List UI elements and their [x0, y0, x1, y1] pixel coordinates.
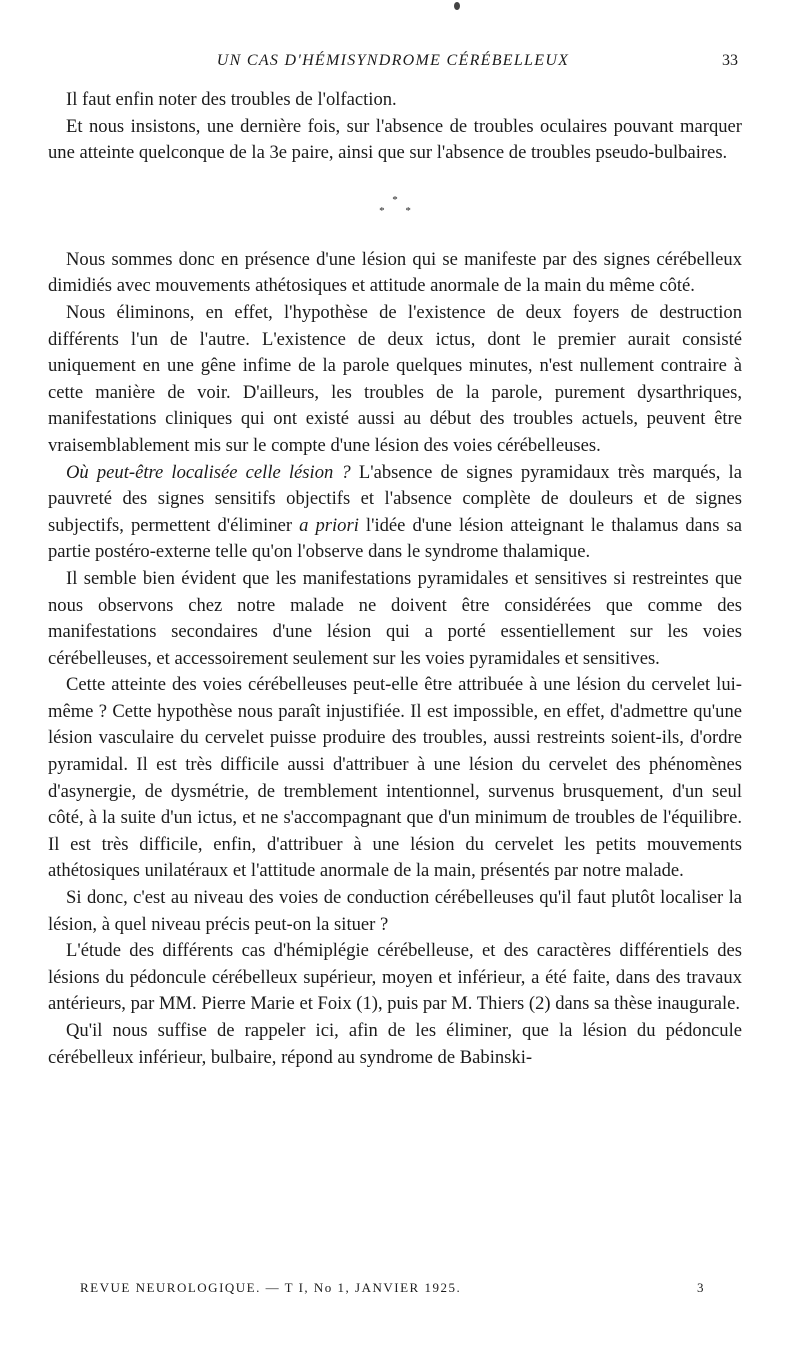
journal-citation: REVUE NEUROLOGIQUE. — T I, No 1, JANVIER 1925. — [80, 1280, 462, 1295]
paragraph: L'étude des différents cas d'hémiplégie cérébelleuse, et des caractères différentiels des lésions du pédoncule cérébelleux supérieur, moyen et inférieur, a été faite, dans des travaux antérieurs, par MM. Pierre Marie et Foix (1), puis par M. Thiers (2) dans sa thèse inaugurale. — [48, 940, 742, 1015]
signature-mark: 3 — [697, 1280, 705, 1295]
paragraph: Cette atteinte des voies cérébelleuses peut-elle être attribuée à une lésion du cervelet lui-même ? Cette hypothèse nous paraît injustifiée. Il est impossible, en effet, d'admettre qu'une lésion vasculaire du cervelet puisse produire des troubles, aussi restreints soient-ils, d'ordre pyramidal. Il est très difficile aussi d'attribuer à une lésion du cervelet des phénomènes d'asynergie, de dysmétrie, de tremblement intentionnel, survenus brusquement, d'un seul côté, à la suite d'un ictus, et ne s'accompagnant que d'un minimum de troubles de l'équilibre. Il est très difficile, enfin, d'attribuer à une lésion du cervelet les petits mouvements athétosiques unilatéraux et l'attitude anormale de la main, présentés par notre malade. — [48, 674, 742, 882]
page-footer — [80, 1280, 705, 1296]
asterism-top: * — [392, 193, 398, 206]
italic-phrase: a priori — [299, 514, 359, 536]
paragraph: Et nous insistons, une dernière fois, sur l'absence de troubles oculaires pouvant marquer une atteinte quelconque de la 3e paire, ainsi que sur l'absence de troubles pseudo-bulbaires. — [48, 115, 742, 164]
body-text — [48, 87, 742, 1071]
paragraph: Nous éliminons, en effet, l'hypothèse de l'existence de deux foyers de destruction différents l'un de l'autre. L'existence de deux ictus, dont le premier aurait consisté uniquement en une gêne infime de la parole quelques minutes, n'est nullement contraire à cette manière de voir. D'ailleurs, les troubles de la parole, purement dysarthriques, manifestations cliniques qui ont existé aussi au début des troubles actuels, peuvent être vraisemblablement mis sur le compte d'une lésion des voies cérébelleuses. — [48, 301, 742, 456]
running-title: UN CAS D'HÉMISYNDROME CÉRÉBELLEUX — [216, 52, 570, 69]
page-number: 33 — [722, 52, 738, 69]
running-header — [48, 52, 738, 70]
paragraph-text: l'idée d'une lésion atteignant le thalamus dans sa partie postéro-externe telle qu'on l'observe dans le syndrome thalamique. — [48, 514, 742, 563]
asterism-bottom: * * — [379, 204, 420, 217]
ink-speck — [454, 2, 460, 10]
paragraph: Qu'il nous suffise de rappeler ici, afin de les éliminer, que la lésion du pédoncule cérébelleux inférieur, bulbaire, répond au syndrome de Babinski- — [48, 1020, 742, 1068]
paragraph: Si donc, c'est au niveau des voies de conduction cérébelleuses qu'il faut plutôt localiser la lésion, à quel niveau précis peut-on la situer ? — [48, 887, 742, 935]
paragraph: Nous sommes donc en présence d'une lésion qui se manifeste par des signes cérébelleux dimidiés avec mouvements athétosiques et attitude anormale de la main du même côté. — [48, 248, 742, 297]
italic-question: Où peut-être localisée celle lésion ? — [66, 461, 351, 483]
paragraph — [48, 460, 742, 566]
section-asterism — [48, 167, 742, 247]
paragraph-text: L'absence de signes pyramidaux très marqués, la pauvreté des signes sensitifs objectifs et l'absence complète de douleurs et de signes subjectifs, permettent d'éliminer — [48, 461, 742, 536]
paragraph: Il semble bien évident que les manifestations pyramidales et sensitives si restreintes que nous observons chez notre malade ne doivent être considérées que comme des manifestations secondaires d'une lésion qui a porté essentiellement sur les voies cérébelleuses, et accessoirement seulement sur les voies pyramidales et sensitives. — [48, 567, 742, 669]
paragraph: Il faut enfin noter des troubles de l'olfaction. — [66, 89, 397, 110]
